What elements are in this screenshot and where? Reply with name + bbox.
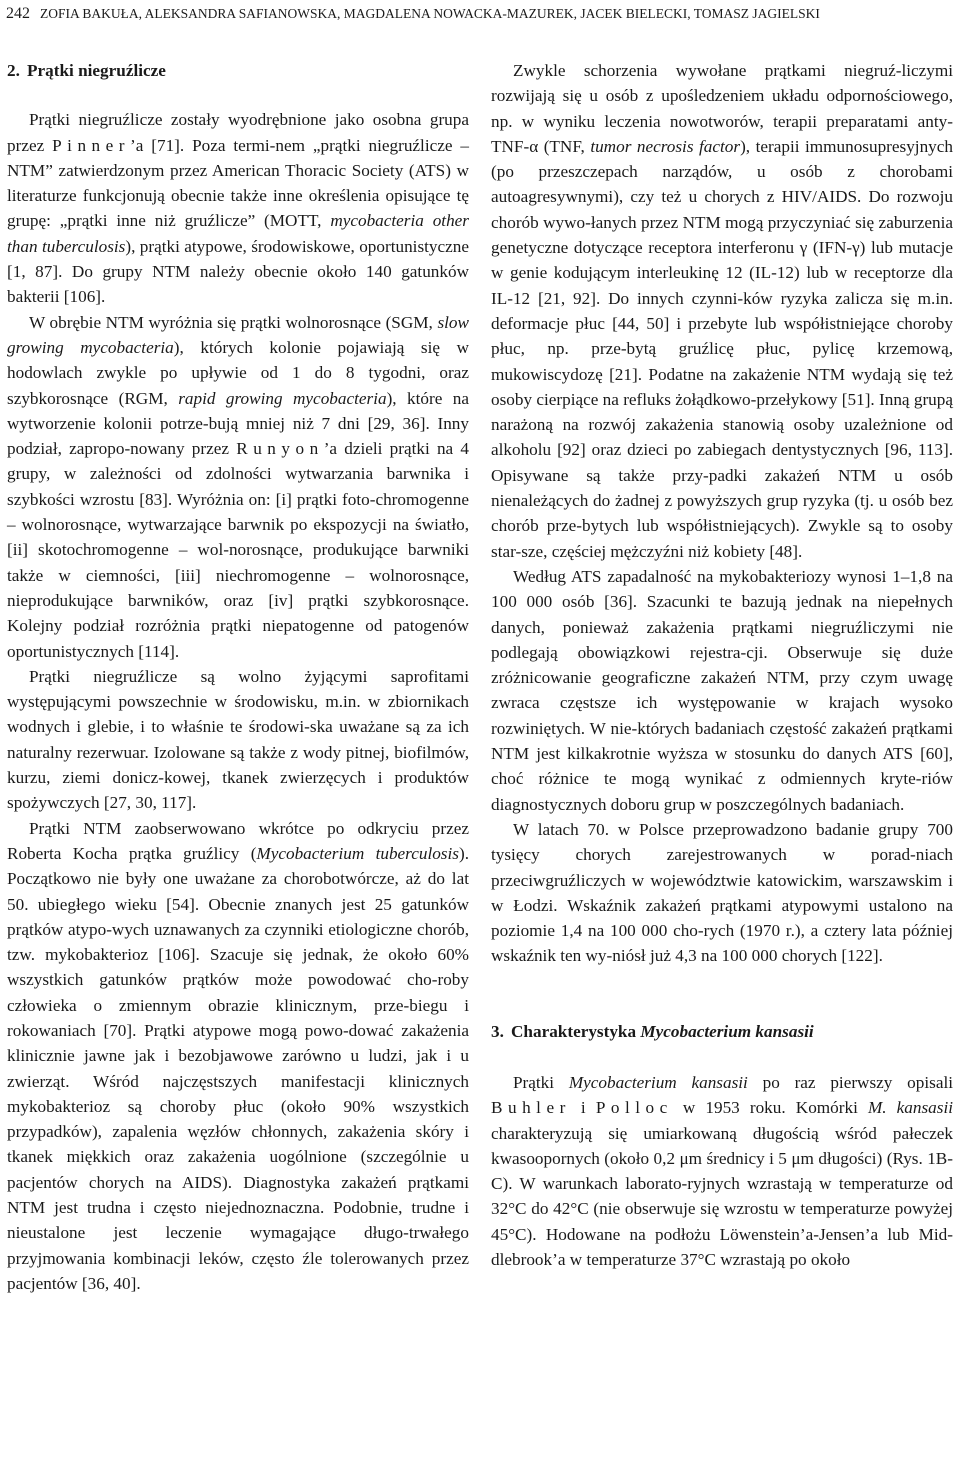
text-run: charakteryzują się umiarkowaną długością wśród pałeczek kwasoopornych (około 0,2 μm średnicy i 5 μm długości) (Rys. 1B-C). W warunkach laborato-ryjnych wzrastają w temperaturze od 32°C do 42°C (nie obserwuje się wzrostu w temperaturze powyżej 45°C). Hodowane na podłożu Löwenstein’a-Jensen’a lub Mid-dlebrook’a w temperaturze 37°C wzrastają po około (491, 1123, 953, 1270)
text-run: ’a [71]. Poza termi-nem „prątki niegruźlicze – NTM” zatwierdzonym przez American Thoracic Society (ATS) w literaturze funkcjonują obecnie także inne określenia opisujące tę grupę: „prątki inne niż gruźlicze” (MOTT, (7, 135, 469, 231)
running-head-authors: ZOFIA BAKUŁA, ALEKSANDRA SAFIANOWSKA, MAGDALENA NOWACKA-MAZUREK, JACEK BIELECKI, TOMASZ JAGIELSKI (40, 6, 820, 21)
section-3-title: Charakterystyka (511, 1021, 641, 1041)
author-name: Polloc (595, 1098, 673, 1118)
section-2-heading (7, 58, 469, 83)
paragraph: Prątki niegruźlicze są wolno żyjącymi saprofitami występującymi powszechnie w środowisku, m.in. w zbiornikach wodnych i glebie, i to właśnie te środowi-ska uważane są za ich naturalny rezerwuar. Izolowane są także z wody pitnej, biofilmów, kurzu, ziemi donicz-kowej, tkanek zwierzęcych i produktów spożywczych [27, 30, 117]. (7, 666, 469, 813)
italic-term: mycobacteria other than tuberculosis (7, 211, 469, 256)
text-run: Prątki (513, 1072, 569, 1092)
italic-term: slow growing mycobacteria (7, 312, 469, 357)
paragraph: Według ATS zapadalność na mykobakteriozy wynosi 1–1,8 na 100 000 osób [36]. Szacunki te bazują jednak na niepełnych danych, ponieważ zakażenia prątkami niegruźliczymi nie podlegają obowiązkowi rejestra-cji. Obserwuje się duże zróżnicowanie geograficzne zakażeń NTM, przy czym uwagę zwraca częstsze ich występowanie w krajach wysoko rozwiniętych. W nie-których badaniach częstość zakażeń prątkami NTM jest kilkakrotnie wyższa w stosunku do danych ATS [60], choć różnice te mogą wynikać z odmiennych kryte-riów diagnostycznych doboru grup w poszczególnych badaniach. (491, 566, 953, 814)
text-run: W obrębie NTM wyróżnia się prątki wolnorosnące (SGM, (29, 312, 438, 332)
section-3-number: 3. (491, 1021, 504, 1041)
text-run: ’a dzieli prątki na 4 grupy, w zależności od zdolności wytwarzania barwnika i szybkości wzrostu [83]. Wyróżnia on: [i] prątki foto-chromogenne – wolnorosnące, wytwarzające barwnik po ekspozycji na światło, [ii] skotochromogenne – wol-norosnące, produkujące barwniki także w ciemności, [iii] niechromogenne – wolnorosnące, nieprodukujące barwników, oraz [iv] prątki szybkorosnące. Kolejny podział rozróżnia prątki niepatogenne od patogenów oportunistycznych [114]. (7, 439, 469, 661)
text-run: i (570, 1098, 596, 1118)
right-column (491, 58, 953, 1272)
text-run: ), prątki atypowe, środowiskowe, oportunistyczne [1, 87]. Do grupy NTM należy obecnie około 140 gatunków bakterii [106]. (7, 236, 469, 307)
page-number: 242 (6, 5, 30, 22)
section-3-title-italic: Mycobacterium kansasii (640, 1021, 814, 1041)
paragraph (7, 816, 469, 1297)
text-run: w 1953 roku. Komórki (672, 1098, 868, 1118)
italic-term: M. kansasii (867, 1098, 954, 1118)
left-column (7, 58, 469, 1296)
text-run: Prątki niegruźlicze zostały wyodrębnione jako osobna grupa przez (7, 110, 469, 155)
text-run: ), terapii immunosupresyjnych (po przeszczepach narządów, u osób z chorobami autoagresywnymi), czy też u chorych z HIV/AIDS. Do rozwoju chorób wywo-łanych przez NTM mogą przyczyniać się zaburzenia genetyczne dotyczące receptora interferonu γ (IFN-γ) lub mutacje w genie kodującym interleukinę 12 (IL-12) lub w receptorze dla IL-12 [21, 92]. Do innych czynni-ków ryzyka zalicza się m.in. deformacje płuc [44, 50] i przebyte lub współistniejące choroby płuc, np. prze-bytą gruźlicę płuc, pylicę krzemową, mukowiscydozę [21]. Podatne na zakażenie NTM wydają się też osoby cierpiące na refluks żołądkowo-przełykowy [51]. Inną grupą narażoną na rozwój zakażenia stanowią osoby uzależnione od alkoholu [92] oraz dzieci po zabiegach dentystycznych [96, 113]. Opisywane są także przy-padki zakażeń NTM u osób nienależących do żadnej z powyższych grup ryzyka (tj. u osób bez chorób prze-bytych lub współistniejących). Zwykle są to osoby star-sze, częściej mężczyźni niż kobiety [48]. (491, 136, 953, 561)
section-3-heading (491, 1019, 953, 1044)
text-run: ), które na wytworzenie kolonii potrze-bują mniej niż 7 dni [29, 36]. Inny podział, zapropo-nowany przez (7, 388, 469, 459)
text-run: Prątki NTM zaobserwowano wkrótce po odkryciu przez Roberta Kocha prątka gruźlicy ( (7, 818, 469, 863)
text-run: ). Początkowo nie były one uważane za chorobotwórcze, aż do lat 50. ubiegłego wieku [54]. Obecnie znanych jest 25 gatunków prątków atypo-wych uznawanych za czynniki etiologiczne chorób, tzw. mykobakterioz [106]. Szacuje się jednak, że około 60% wszystkich gatunków prątków może powodować cho-roby człowieka o zmiennym obrazie klinicznym, prze-biegu i rokowaniach [70]. Prątki atypowe mogą powo-dować zakażenia klinicznie jawne jak i bezobjawowe zarówno u ludzi, jak i u zwierząt. Wśród najczęstszych manifestacji klinicznych mykobakterioz są choroby płuc (około 90% wszystkich przypadków), zapalenia węzłów chłonnych, zakażenia skóry i tkanek miękkich oraz zakażenia uogólnione (szczególnie u pacjentów chorych na AIDS). Diagnostyka zakażeń prątkami NTM jest trudna i często niejednoznaczna. Podobnie, trudne i nieustalone jest leczenie wymagające długo-trwałego przyjmowania kombinacji leków, często źle tolerowanych przez pacjentów [36, 40]. (7, 843, 469, 1293)
section-2-title: Prątki niegruźlicze (27, 61, 166, 80)
paragraph (491, 58, 953, 564)
paragraph (491, 1070, 953, 1272)
italic-term: Mycobacterium kansasii (568, 1072, 748, 1092)
text-run: ), których kolonie pojawiają się w hodowlach zwykle po upływie od 1 do 8 tygodni, oraz szybkorosnące (RGM, (7, 337, 469, 408)
running-head (6, 2, 956, 26)
text-run: po raz pierwszy opisali (747, 1072, 953, 1092)
italic-term: Mycobacterium tuberculosis (256, 843, 459, 863)
italic-term: tumor necrosis factor (590, 136, 741, 156)
text-run: Zwykle schorzenia wywołane prątkami niegruź-liczymi rozwijają się u osób z upośledzeniem układu odpornościowego, np. w wyniku leczenia nowotworów, terapii preparatami anty-TNF-α (TNF, (491, 61, 953, 156)
author-name: Pinner (52, 135, 131, 155)
paragraph: W latach 70. w Polsce przeprowadzono badanie grupy 700 tysięcy chorych zarejestrowanych w porad-niach przeciwgruźliczych w województwie katowickim, warszawskim i w Łodzi. Wskaźnik zakażeń prątkami atypowymi ustalono na poziomie 1,4 na 100 000 cho-rych (1970 r.), a cztery lata później wskaźnik ten wy-niósł już 4,3 na 100 000 chorych [122]. (491, 819, 953, 966)
paragraph (7, 310, 469, 664)
author-name: Buhler (491, 1098, 571, 1118)
section-2-number: 2. (7, 61, 20, 80)
paragraph (7, 107, 469, 309)
italic-term: rapid growing mycobacteria (178, 388, 387, 408)
author-name: Runyon (236, 439, 324, 459)
